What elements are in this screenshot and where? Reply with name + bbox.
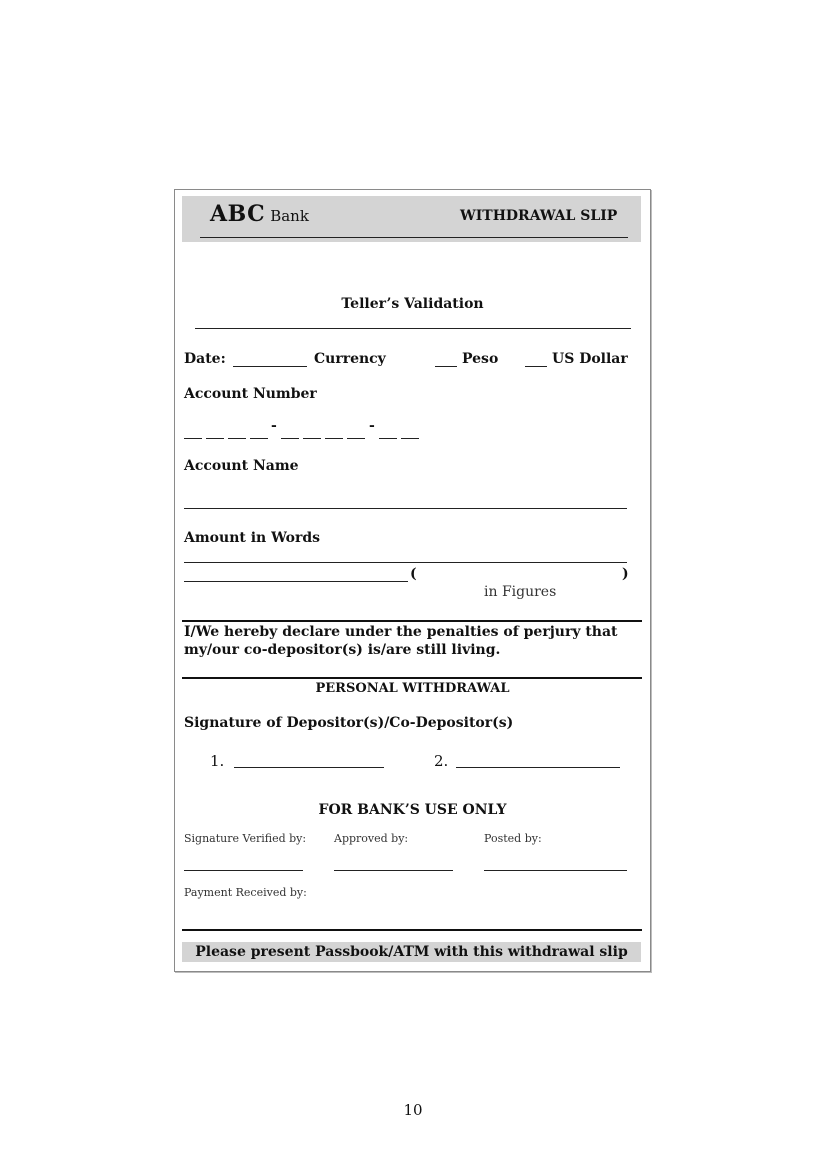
amount-open-paren: (: [410, 566, 417, 582]
acct-digit[interactable]: [184, 424, 202, 439]
signature-verified-field[interactable]: [184, 870, 303, 871]
divider: [182, 677, 642, 679]
signature-verified-label: Signature Verified by:: [184, 832, 307, 845]
bank-use-title: FOR BANK’S USE ONLY: [318, 802, 507, 818]
amount-words-field[interactable]: [184, 562, 627, 563]
payment-received-field[interactable]: [182, 929, 642, 931]
posted-by-label: Posted by:: [484, 832, 542, 845]
in-figures-label: in Figures: [484, 584, 557, 600]
currency-label: Currency: [314, 351, 386, 367]
signature-1-field[interactable]: [234, 767, 384, 768]
acct-separator: -: [369, 418, 375, 434]
acct-digit[interactable]: [250, 424, 268, 439]
payment-received-label: Payment Received by:: [184, 886, 307, 899]
peso-label: Peso: [462, 351, 499, 367]
footer-notice-bar: [182, 942, 641, 962]
acct-separator: -: [271, 418, 277, 434]
amount-words-label: Amount in Words: [184, 530, 321, 546]
page-number: 10: [403, 1101, 423, 1119]
acct-digit[interactable]: [325, 424, 343, 439]
bank-name: [210, 201, 309, 227]
usd-label: US Dollar: [552, 351, 628, 367]
teller-validation-label: Teller’s Validation: [341, 296, 484, 312]
declaration-text: [184, 623, 618, 659]
amount-figures-field[interactable]: [419, 568, 619, 584]
depositor-signature-label: Signature of Depositor(s)/Co-Depositor(s): [184, 715, 514, 731]
personal-withdrawal-title: PERSONAL WITHDRAWAL: [315, 681, 510, 696]
divider: [182, 620, 642, 622]
header-underline: [200, 237, 628, 238]
account-name-label: Account Name: [184, 458, 299, 474]
withdrawal-slip: [174, 189, 651, 972]
approved-by-field[interactable]: [334, 870, 453, 871]
account-number-label: Account Number: [184, 386, 317, 402]
acct-digit[interactable]: [379, 424, 397, 439]
account-name-field[interactable]: [184, 508, 627, 509]
slip-title: WITHDRAWAL SLIP: [460, 208, 618, 224]
peso-checkbox[interactable]: [435, 351, 457, 367]
posted-by-field[interactable]: [484, 870, 627, 871]
acct-digit[interactable]: [303, 424, 321, 439]
acct-digit[interactable]: [281, 424, 299, 439]
amount-close-paren: ): [622, 566, 629, 582]
date-field[interactable]: [233, 351, 307, 367]
amount-words-field-2[interactable]: [184, 581, 408, 582]
declaration-line-2: my/our co-depositor(s) is/are still living.: [184, 642, 501, 658]
acct-digit[interactable]: [401, 424, 419, 439]
signature-2-field[interactable]: [456, 767, 620, 768]
acct-digit[interactable]: [228, 424, 246, 439]
date-label: Date:: [184, 351, 226, 367]
declaration-line-1: I/We hereby declare under the penalties of perjury that: [184, 624, 618, 640]
slip-header: [182, 196, 641, 242]
approved-by-label: Approved by:: [334, 832, 409, 845]
bank-name-word: Bank: [270, 207, 309, 225]
acct-digit[interactable]: [347, 424, 365, 439]
footer-notice: Please present Passbook/ATM with this withdrawal slip: [195, 944, 628, 960]
signature-1-number: 1.: [210, 752, 225, 770]
bank-name-abc: ABC: [210, 201, 266, 227]
usd-checkbox[interactable]: [525, 351, 547, 367]
signature-2-number: 2.: [434, 752, 449, 770]
account-number-field[interactable]: [184, 418, 504, 440]
teller-validation-line[interactable]: [195, 328, 631, 329]
acct-digit[interactable]: [206, 424, 224, 439]
